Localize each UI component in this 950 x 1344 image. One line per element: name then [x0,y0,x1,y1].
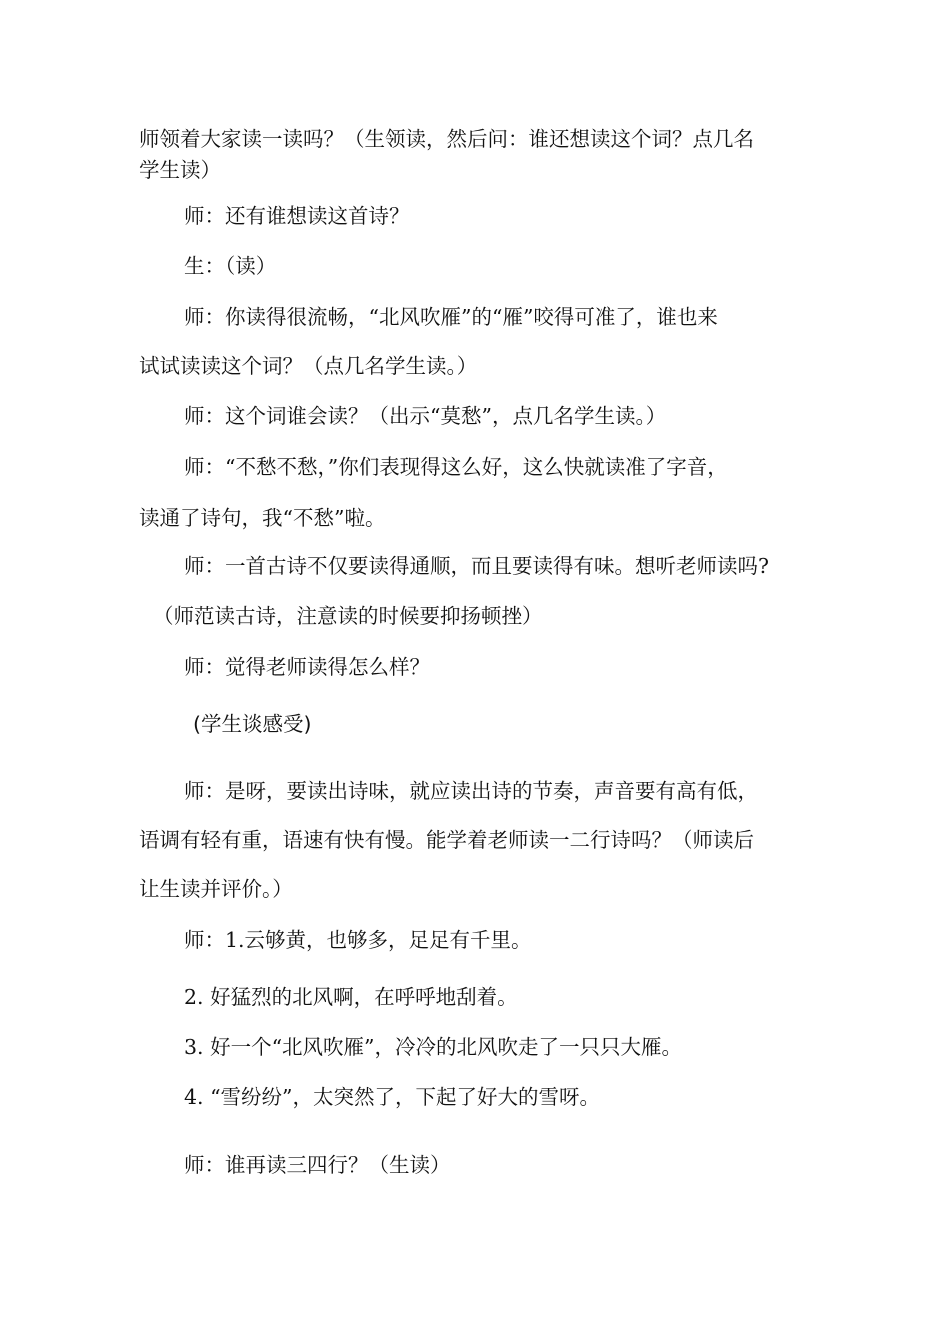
text-line: 让生读并评价。） [139,877,293,901]
text-line: 读通了诗句，我“不愁”啦。 [139,506,386,530]
text-line: 师：1.云够黄，也够多，足足有千里。 [184,928,532,952]
text-line: (学生谈感受) [193,712,312,736]
text-line: 试试读读这个词？（点几名学生读。） [139,354,478,378]
text-line: 师：你读得很流畅，“北风吹雁”的“雁”咬得可准了，谁也来 [184,305,718,329]
text-line: 师：觉得老师读得怎么样？ [184,655,430,679]
text-line: 师领着大家读一读吗？（生领读，然后问：谁还想读这个词？点几名 [139,127,754,151]
text-line: 4. “雪纷纷”，太突然了，下起了好大的雪呀。 [184,1085,601,1109]
text-line: 师：是呀，要读出诗味，就应读出诗的节奏，声音要有高有低， [184,779,758,803]
text-line: 3. 好一个“北风吹雁”，冷冷的北风吹走了一只只大雁。 [184,1035,683,1059]
text-line: 师：“不愁不愁，”你们表现得这么好，这么快就读准了字音， [184,455,728,479]
text-line: 学生读） [139,158,221,182]
text-line: 师：还有谁想读这首诗？ [184,204,410,228]
text-line: 师：谁再读三四行？（生读） [184,1153,451,1177]
text-line: 师：这个词谁会读？（出示“莫愁”，点几名学生读。） [184,404,667,428]
text-line: 生：（读） [184,254,277,278]
text-line: 师：一首古诗不仅要读得通顺，而且要读得有味。想听老师读吗? [184,554,769,578]
text-line: （师范读古诗，注意读的时候要抑扬顿挫） [153,604,543,628]
text-line: 语调有轻有重，语速有快有慢。能学着老师读一二行诗吗？（师读后 [139,828,754,852]
text-line: 2. 好猛烈的北风啊，在呼呼地刮着。 [184,985,518,1009]
